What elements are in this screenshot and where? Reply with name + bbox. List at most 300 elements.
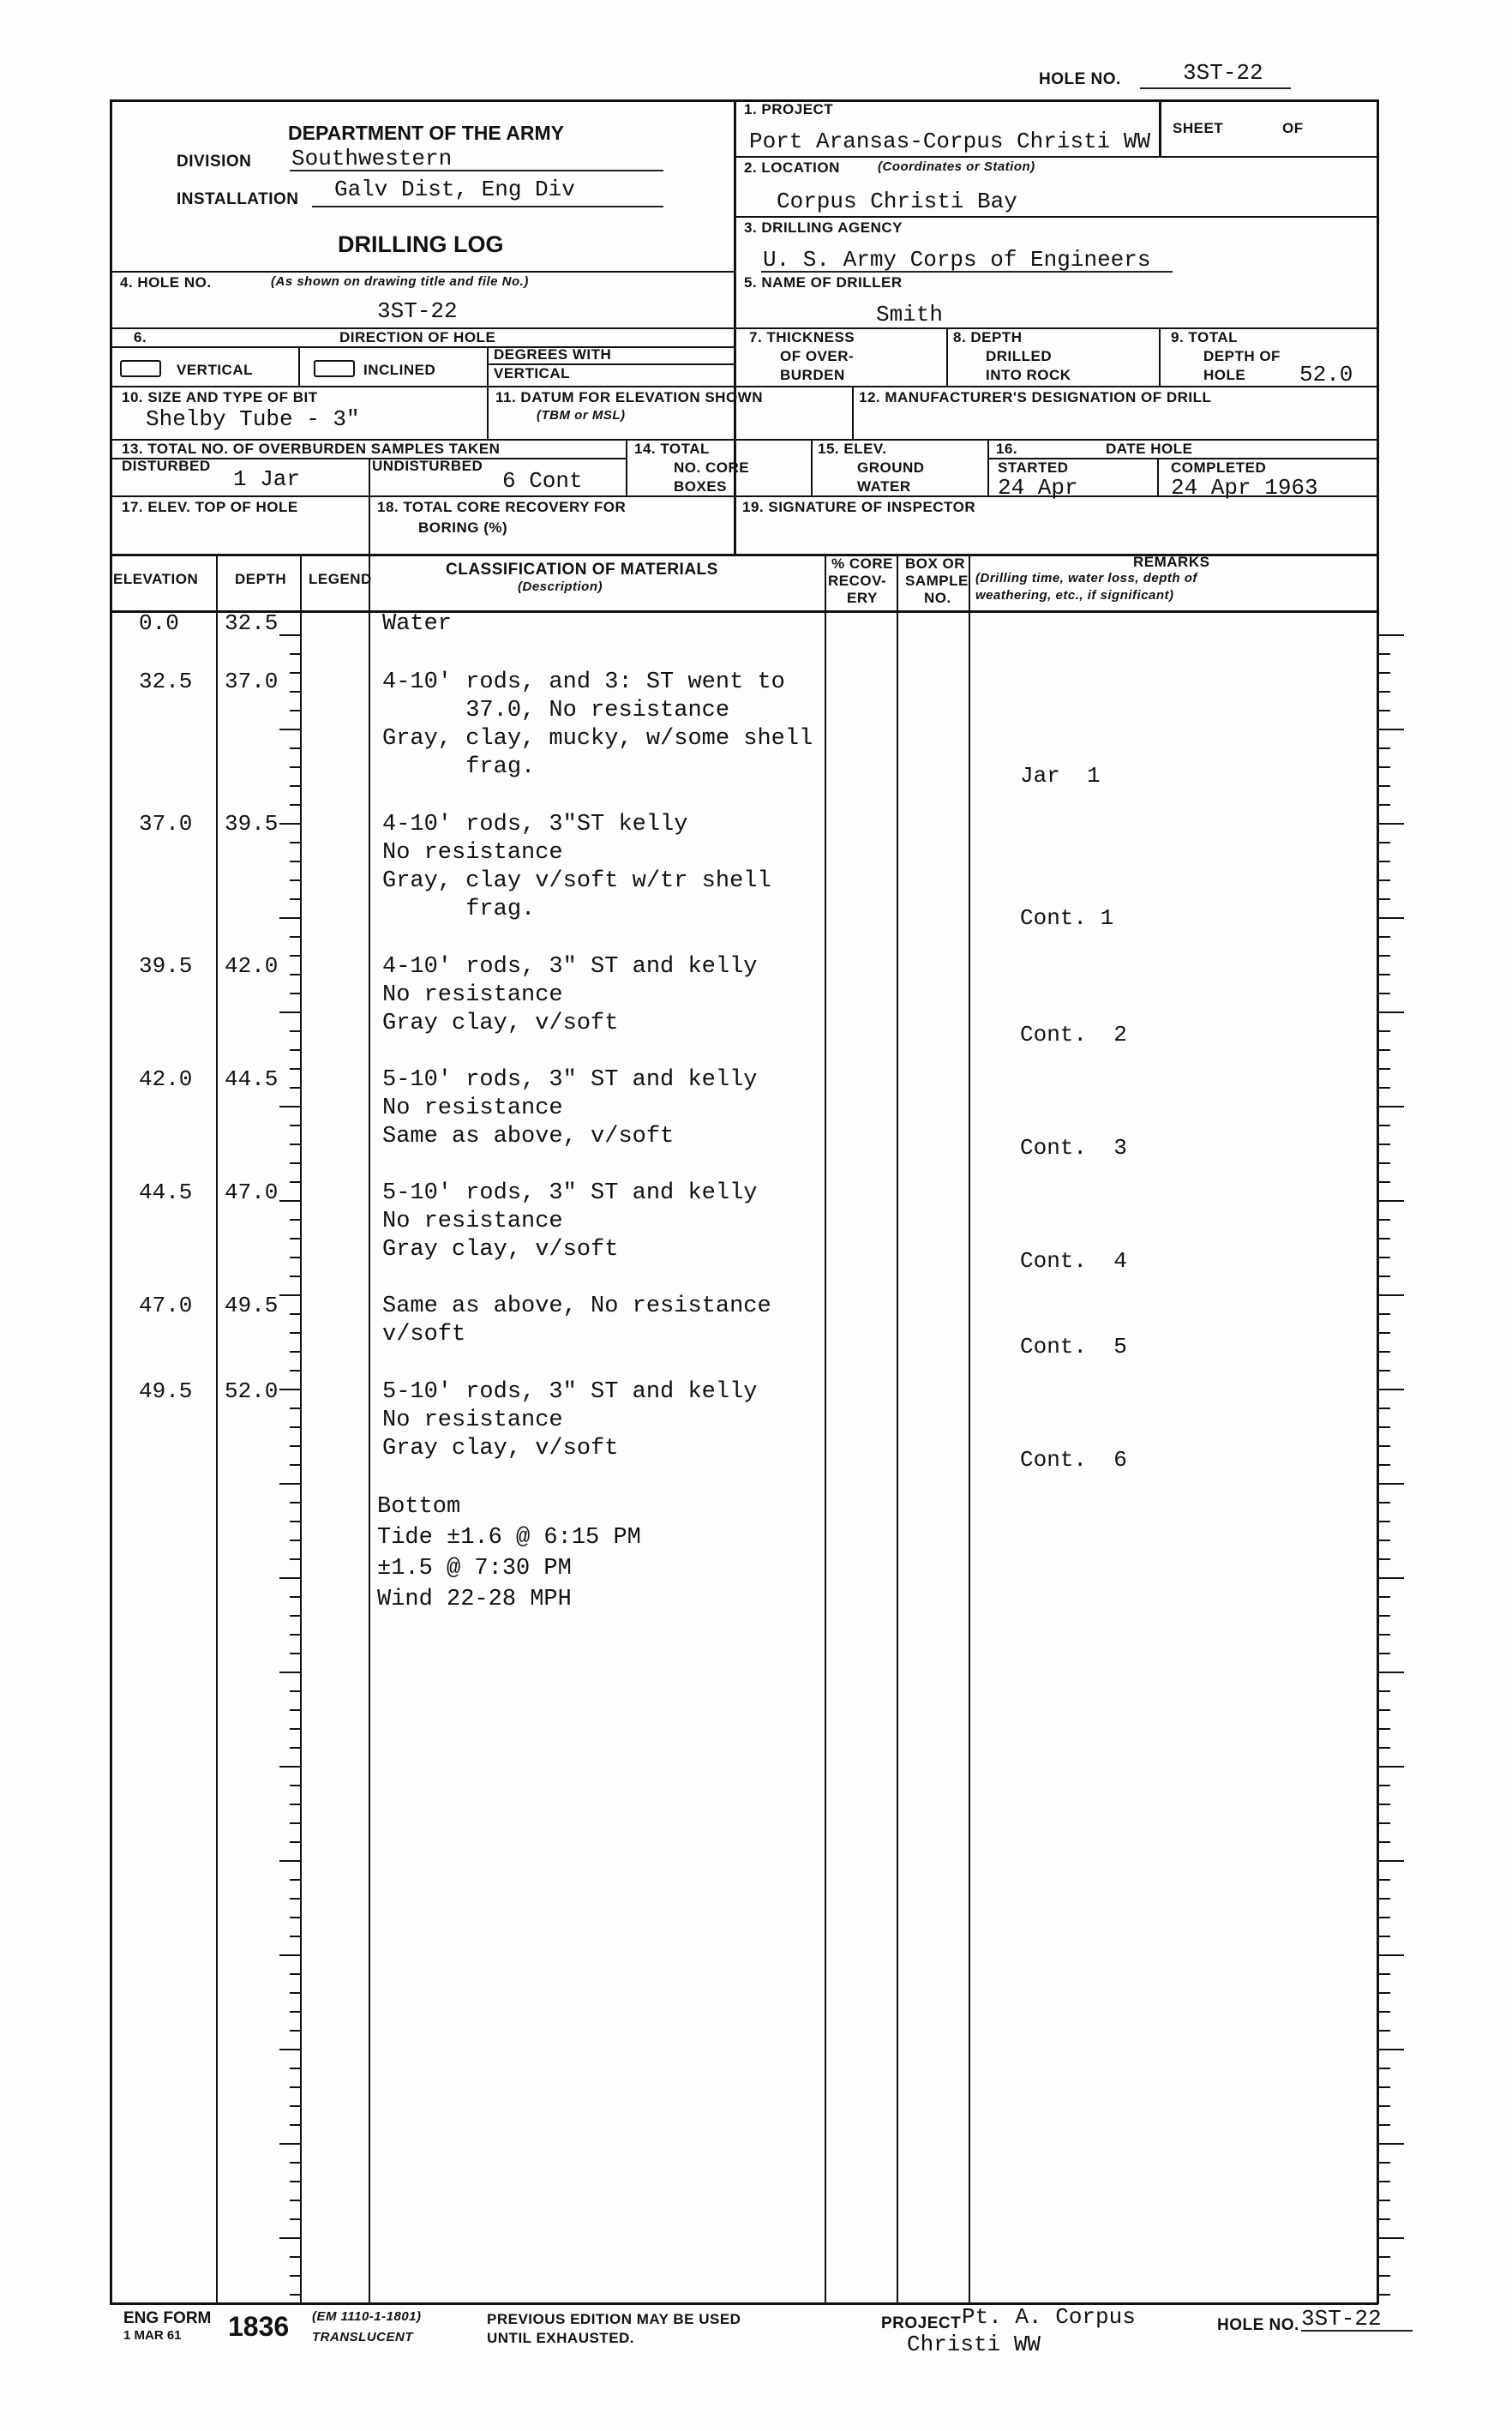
row-description-line: 5-10' rods, 3" ST and kelly — [382, 1379, 758, 1405]
depth-rock-label-2: DRILLED — [986, 348, 1053, 364]
margin-tick — [1378, 861, 1390, 862]
depth-tick — [290, 2294, 300, 2296]
margin-tick — [1378, 2105, 1390, 2107]
depth-tick — [290, 1351, 300, 1353]
total-depth-label-1: 9. TOTAL — [1171, 329, 1238, 345]
margin-tick — [1378, 729, 1404, 730]
margin-tick — [1378, 1143, 1390, 1145]
footer-em-ref: (EM 1110-1-1801) — [312, 2309, 422, 2324]
margin-tick — [1378, 974, 1390, 975]
inclined-label: INCLINED — [363, 362, 436, 378]
depth-tick — [290, 1822, 300, 1824]
depth-tick — [290, 1936, 300, 1937]
depth-tick — [279, 917, 300, 919]
depth-tick — [290, 1521, 300, 1522]
depth-tick — [279, 1577, 300, 1579]
margin-tick — [1378, 1332, 1390, 1334]
depth-tick — [290, 1973, 300, 1975]
ground-water-label-2: GROUND — [857, 459, 925, 476]
depth-tick — [290, 747, 300, 749]
footer-hole-label: HOLE NO. — [1217, 2316, 1299, 2334]
depth-tick — [290, 1445, 300, 1447]
margin-tick — [1378, 1049, 1390, 1051]
depth-tick — [290, 1313, 300, 1315]
total-depth-label-3: HOLE — [1203, 367, 1246, 383]
margin-tick — [1378, 823, 1404, 825]
bit-label: 10. SIZE AND TYPE OF BIT — [122, 389, 318, 405]
depth-tick — [290, 2275, 300, 2277]
margin-tick — [1378, 1125, 1390, 1126]
margin-tick — [1378, 2011, 1390, 2013]
datum-note: (TBM or MSL) — [537, 408, 626, 423]
core-boxes-label-1: 14. TOTAL — [634, 441, 710, 457]
margin-tick — [1378, 1766, 1404, 1768]
margin-tick — [1378, 653, 1390, 655]
margin-tick — [1378, 1747, 1390, 1749]
depth-tick — [290, 993, 300, 994]
depth-tick — [290, 974, 300, 975]
margin-tick — [1378, 1860, 1404, 1862]
installation-label: INSTALLATION — [177, 190, 299, 208]
margin-tick — [1378, 1068, 1390, 1070]
footer-project-label: PROJECT — [881, 2314, 962, 2332]
row-description-line: No resistance — [382, 1095, 563, 1121]
direction-title: DIRECTION OF HOLE — [339, 329, 496, 345]
depth-tick — [290, 653, 300, 655]
hole-no-field-note: (As shown on drawing title and file No.) — [271, 274, 529, 289]
depth-tick — [279, 2237, 300, 2239]
depth-tick — [290, 1615, 300, 1617]
core-recovery-label-1: 18. TOTAL CORE RECOVERY FOR — [377, 499, 627, 515]
depth-tick — [290, 1426, 300, 1428]
depth-tick — [290, 1125, 300, 1126]
margin-tick — [1378, 1502, 1390, 1504]
depth-tick — [290, 1653, 300, 1654]
margin-tick — [1378, 1426, 1390, 1428]
depth-tick — [290, 672, 300, 674]
footer-previous-1: PREVIOUS EDITION MAY BE USED — [487, 2311, 741, 2327]
footer-form-number: 1836 — [228, 2311, 290, 2342]
margin-tick — [1378, 2143, 1404, 2145]
row-depth: 39.5 — [225, 811, 279, 837]
margin-tick — [1378, 842, 1390, 843]
row-elevation: 47.0 — [139, 1293, 193, 1318]
row-elevation: 39.5 — [139, 953, 193, 979]
elev-top-label: 17. ELEV. TOP OF HOLE — [122, 499, 298, 515]
depth-tick — [290, 1540, 300, 1541]
margin-tick — [1378, 1615, 1390, 1617]
row-description-line: Gray clay, v/soft — [382, 1436, 619, 1462]
vertical-checkbox — [120, 360, 161, 377]
depth-tick — [279, 1011, 300, 1013]
margin-tick — [1378, 1898, 1390, 1900]
row-elevation: 0.0 — [139, 610, 179, 636]
depth-tick — [290, 710, 300, 711]
depth-tick — [279, 1106, 300, 1107]
depth-tick — [290, 861, 300, 862]
margin-tick — [1378, 2200, 1390, 2201]
started-value: 24 Apr — [998, 475, 1078, 501]
core-boxes-label-2: NO. CORE — [674, 459, 750, 476]
date-label-num: 16. — [996, 441, 1018, 457]
row-remark: Cont. 1 — [1020, 905, 1114, 931]
depth-tick — [279, 1483, 300, 1485]
depth-tick — [290, 1502, 300, 1504]
row-depth: 47.0 — [225, 1179, 279, 1205]
margin-tick — [1378, 1992, 1390, 1994]
depth-tick — [290, 2011, 300, 2013]
depth-tick — [290, 785, 300, 787]
completed-label: COMPLETED — [1171, 459, 1267, 476]
hole-no-field-value: 3ST-22 — [377, 298, 458, 324]
row-description-line: Gray, clay v/soft w/tr shell — [382, 868, 771, 894]
col-legend: LEGEND — [309, 571, 372, 587]
row-remark: Cont. 5 — [1020, 1334, 1127, 1360]
project-value: Port Aransas-Corpus Christi WW — [749, 129, 1151, 154]
hole-no-field-label: 4. HOLE NO. — [120, 274, 212, 291]
core-boxes-label-3: BOXES — [674, 478, 728, 495]
depth-tick — [290, 2086, 300, 2088]
col-sample-1: BOX OR — [905, 555, 966, 572]
depth-tick — [290, 2124, 300, 2126]
depth-tick — [290, 2181, 300, 2182]
row-description-line: 4-10' rods, and 3: ST went to — [382, 669, 785, 695]
agency-label: 3. DRILLING AGENCY — [744, 219, 903, 236]
vertical-label: VERTICAL — [177, 362, 253, 378]
depth-tick — [290, 1785, 300, 1786]
datum-label: 11. DATUM FOR ELEVATION SHOWN — [495, 389, 764, 405]
col-remarks: REMARKS — [1133, 554, 1210, 570]
depth-tick — [290, 1804, 300, 1805]
depth-tick — [290, 2200, 300, 2201]
depth-tick — [279, 729, 300, 730]
depth-tick — [290, 1992, 300, 1994]
row-remark: Jar 1 — [1020, 763, 1101, 789]
depth-tick — [279, 634, 300, 636]
margin-tick — [1378, 1653, 1390, 1654]
top-hole-no-value: 3ST-22 — [1183, 60, 1263, 86]
margin-tick — [1378, 1389, 1404, 1390]
margin-tick — [1378, 1785, 1390, 1786]
manufacturer-label: 12. MANUFACTURER'S DESIGNATION OF DRILL — [859, 389, 1212, 405]
row-remark: Cont. 6 — [1020, 1447, 1127, 1473]
depth-tick — [290, 1898, 300, 1900]
row-remark: Cont. 3 — [1020, 1135, 1127, 1161]
bottom-note-2: Tide ±1.6 @ 6:15 PM — [377, 1525, 641, 1551]
margin-tick — [1378, 1841, 1390, 1843]
col-elevation: ELEVATION — [113, 571, 199, 587]
margin-tick — [1378, 1351, 1390, 1353]
margin-tick — [1378, 1464, 1390, 1466]
margin-tick — [1378, 1596, 1390, 1598]
installation-value: Galv Dist, Eng Div — [334, 177, 575, 202]
inclined-checkbox — [314, 360, 355, 377]
margin-tick — [1378, 1709, 1390, 1711]
margin-tick — [1378, 1728, 1390, 1730]
margin-tick — [1378, 1011, 1404, 1013]
margin-tick — [1378, 2218, 1390, 2220]
row-depth: 44.5 — [225, 1066, 279, 1092]
margin-tick — [1378, 1257, 1390, 1258]
division-label: DIVISION — [177, 153, 252, 171]
row-elevation: 37.0 — [139, 811, 193, 837]
margin-tick — [1378, 1822, 1390, 1824]
bit-value: Shelby Tube - 3" — [146, 406, 360, 432]
depth-rock-label-1: 8. DEPTH — [953, 329, 1023, 345]
total-depth-value: 52.0 — [1299, 362, 1353, 387]
margin-tick — [1378, 2162, 1390, 2164]
core-recovery-label-2: BORING (%) — [418, 519, 508, 536]
depth-tick — [279, 1766, 300, 1768]
thickness-label-3: BURDEN — [780, 367, 845, 383]
col-depth: DEPTH — [235, 571, 287, 587]
completed-value: 24 Apr 1963 — [1171, 475, 1318, 501]
margin-tick — [1378, 634, 1404, 636]
location-value: Corpus Christi Bay — [777, 189, 1017, 214]
footer-project-value-1: Pt. A. Corpus — [962, 2304, 1136, 2330]
depth-tick — [290, 1219, 300, 1221]
depth-tick — [279, 1294, 300, 1296]
row-elevation: 49.5 — [139, 1378, 193, 1404]
total-depth-label-2: DEPTH OF — [1203, 348, 1281, 364]
margin-tick — [1378, 2124, 1390, 2126]
depth-tick — [279, 1672, 300, 1673]
depth-tick — [279, 823, 300, 825]
margin-tick — [1378, 1973, 1390, 1975]
col-remarks-note-2: weathering, etc., if significant) — [975, 588, 1174, 603]
margin-tick — [1378, 2275, 1390, 2277]
agency-value: U. S. Army Corps of Engineers — [763, 247, 1151, 273]
col-recovery-1: % CORE — [831, 555, 893, 572]
footer-eng-form: ENG FORM — [123, 2309, 212, 2327]
row-description-line: 4-10' rods, 3"ST kelly — [382, 812, 688, 837]
row-elevation: 42.0 — [139, 1066, 193, 1092]
margin-tick — [1378, 1313, 1390, 1315]
margin-tick — [1378, 917, 1404, 919]
margin-tick — [1378, 2256, 1390, 2258]
row-description-line: No resistance — [382, 982, 563, 1008]
depth-rock-label-3: INTO ROCK — [986, 367, 1071, 383]
depth-tick — [290, 1879, 300, 1881]
depth-tick — [290, 1162, 300, 1164]
margin-tick — [1378, 1954, 1404, 1956]
thickness-label-1: 7. THICKNESS — [749, 329, 855, 345]
row-description-line: 37.0, No resistance — [382, 698, 730, 723]
row-description-line: Gray clay, v/soft — [382, 1011, 619, 1036]
margin-tick — [1378, 672, 1390, 674]
depth-tick — [290, 1030, 300, 1032]
row-elevation: 44.5 — [139, 1179, 193, 1205]
row-depth: 52.0 — [225, 1378, 279, 1404]
margin-tick — [1378, 1483, 1404, 1485]
margin-tick — [1378, 1936, 1390, 1937]
row-description-line: 5-10' rods, 3" ST and kelly — [382, 1067, 758, 1093]
depth-tick — [279, 1954, 300, 1956]
col-sample-2: SAMPLE — [905, 573, 969, 589]
started-label: STARTED — [998, 459, 1069, 476]
footer-hole-value: 3ST-22 — [1301, 2306, 1382, 2332]
margin-tick — [1378, 2049, 1404, 2050]
depth-tick — [290, 2218, 300, 2220]
depth-tick — [279, 1860, 300, 1862]
top-hole-no-label: HOLE NO. — [1039, 70, 1121, 88]
margin-tick — [1378, 936, 1390, 938]
ground-water-label-3: WATER — [857, 478, 911, 495]
depth-tick — [290, 1634, 300, 1636]
row-description-line: 5-10' rods, 3" ST and kelly — [382, 1180, 758, 1206]
margin-tick — [1378, 2068, 1390, 2069]
footer-translucent: TRANSLUCENT — [312, 2330, 413, 2344]
row-depth: 37.0 — [225, 669, 279, 694]
margin-tick — [1378, 785, 1390, 787]
depth-tick — [290, 2256, 300, 2258]
project-label: 1. PROJECT — [744, 101, 834, 117]
depth-tick — [290, 1257, 300, 1258]
depth-tick — [290, 1596, 300, 1598]
department-title: DEPARTMENT OF THE ARMY — [288, 122, 564, 144]
depth-tick — [290, 1238, 300, 1240]
depth-tick — [290, 1841, 300, 1843]
row-description-line: No resistance — [382, 1408, 563, 1433]
depth-tick — [279, 2143, 300, 2145]
driller-value: Smith — [876, 302, 944, 327]
margin-tick — [1378, 2181, 1390, 2182]
disturbed-label: DISTURBED — [122, 458, 211, 474]
bottom-note-3: ±1.5 @ 7:30 PM — [377, 1556, 572, 1582]
row-description-line: Same as above, No resistance — [382, 1294, 771, 1319]
col-classification: CLASSIFICATION OF MATERIALS — [446, 561, 718, 579]
footer-form-date: 1 MAR 61 — [123, 2328, 182, 2343]
sheet-label: SHEET — [1173, 120, 1224, 136]
margin-tick — [1378, 898, 1390, 900]
col-recovery-2: RECOV- — [828, 573, 887, 589]
bottom-note-1: Bottom — [377, 1494, 461, 1520]
margin-tick — [1378, 1690, 1390, 1692]
margin-tick — [1378, 804, 1390, 806]
margin-tick — [1378, 1408, 1390, 1409]
margin-tick — [1378, 1634, 1390, 1636]
depth-tick — [279, 1389, 300, 1390]
division-value: Southwestern — [291, 146, 453, 171]
depth-tick — [290, 1917, 300, 1918]
location-label: 2. LOCATION — [744, 159, 840, 176]
depth-tick — [290, 1558, 300, 1560]
margin-tick — [1378, 1879, 1390, 1881]
depth-tick — [279, 2049, 300, 2050]
depth-tick — [290, 2030, 300, 2032]
depth-tick — [290, 1728, 300, 1730]
undisturbed-label: UNDISTURBED — [372, 458, 483, 474]
row-remark: Cont. 4 — [1020, 1248, 1127, 1274]
ground-water-label-1: 15. ELEV. — [818, 441, 887, 457]
margin-tick — [1378, 1181, 1390, 1183]
sheet-of-label: OF — [1282, 120, 1304, 136]
col-sample-3: NO. — [924, 590, 951, 606]
undisturbed-value: 6 Cont — [502, 468, 583, 494]
footer-project-value-2: Christi WW — [907, 2332, 1041, 2357]
depth-tick — [290, 898, 300, 900]
margin-tick — [1378, 1162, 1390, 1164]
margin-tick — [1378, 1238, 1390, 1240]
row-depth: 49.5 — [225, 1293, 279, 1318]
row-description-line: Same as above, v/soft — [382, 1124, 675, 1149]
depth-tick — [290, 1408, 300, 1409]
margin-tick — [1378, 1219, 1390, 1221]
depth-tick — [290, 1143, 300, 1145]
row-description-line: Gray, clay, mucky, w/some shell — [382, 726, 813, 752]
depth-tick — [290, 1068, 300, 1070]
margin-tick — [1378, 1804, 1390, 1805]
col-recovery-3: ERY — [847, 590, 878, 606]
row-description-line: No resistance — [382, 1209, 563, 1234]
margin-tick — [1378, 2086, 1390, 2088]
row-description-line: 4-10' rods, 3" ST and kelly — [382, 954, 758, 980]
margin-tick — [1378, 1106, 1404, 1107]
thickness-label-2: OF OVER- — [780, 348, 855, 364]
row-depth: 32.5 — [225, 610, 279, 636]
row-description-line: frag. — [382, 897, 536, 922]
depth-tick — [290, 1087, 300, 1089]
driller-label: 5. NAME OF DRILLER — [744, 274, 903, 291]
margin-tick — [1378, 1030, 1390, 1032]
row-elevation: 32.5 — [139, 669, 193, 694]
margin-tick — [1378, 691, 1390, 693]
margin-tick — [1378, 2294, 1390, 2296]
margin-tick — [1378, 1577, 1404, 1579]
disturbed-value: 1 Jar — [233, 466, 301, 492]
margin-tick — [1378, 766, 1390, 768]
depth-tick — [290, 955, 300, 957]
depth-tick — [290, 1690, 300, 1692]
depth-tick — [290, 842, 300, 843]
depth-tick — [290, 2162, 300, 2164]
margin-tick — [1378, 2237, 1404, 2239]
depth-tick — [290, 1709, 300, 1711]
margin-tick — [1378, 1521, 1390, 1522]
degrees-label-2: VERTICAL — [494, 365, 570, 381]
row-description-line: Gray clay, v/soft — [382, 1237, 619, 1263]
margin-tick — [1378, 2030, 1390, 2032]
row-remark: Cont. 2 — [1020, 1022, 1127, 1047]
depth-tick — [290, 1332, 300, 1334]
depth-tick — [290, 1049, 300, 1051]
depth-tick — [290, 1181, 300, 1183]
depth-tick — [290, 879, 300, 881]
form-title: DRILLING LOG — [338, 231, 504, 257]
depth-tick — [290, 2105, 300, 2107]
location-note: (Coordinates or Station) — [878, 159, 1035, 174]
depth-tick — [290, 1747, 300, 1749]
row-description-line: No resistance — [382, 840, 563, 866]
col-classification-note: (Description) — [518, 579, 603, 594]
depth-tick — [290, 1464, 300, 1466]
margin-tick — [1378, 879, 1390, 881]
depth-tick — [290, 766, 300, 768]
margin-tick — [1378, 747, 1390, 749]
depth-tick — [290, 691, 300, 693]
bottom-note-4: Wind 22-28 MPH — [377, 1587, 572, 1612]
margin-tick — [1378, 1672, 1404, 1673]
margin-tick — [1378, 1445, 1390, 1447]
margin-tick — [1378, 1558, 1390, 1560]
signature-label: 19. SIGNATURE OF INSPECTOR — [742, 499, 976, 515]
depth-tick — [290, 936, 300, 938]
margin-tick — [1378, 1917, 1390, 1918]
depth-tick — [290, 804, 300, 806]
degrees-label-1: DEGREES WITH — [494, 346, 612, 363]
depth-tick — [290, 2068, 300, 2069]
depth-tick — [290, 1276, 300, 1277]
